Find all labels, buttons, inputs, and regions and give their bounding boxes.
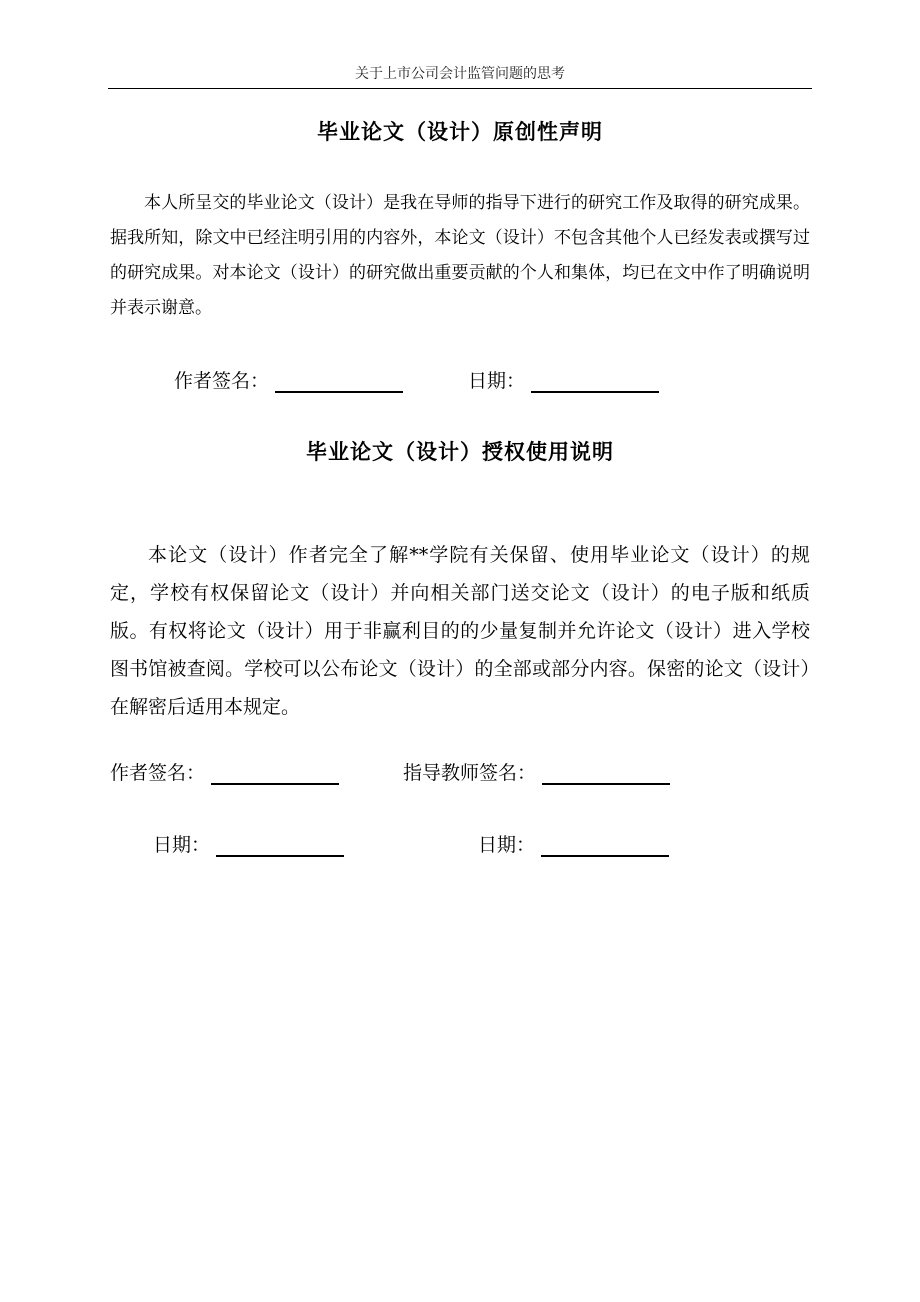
author-signature-line xyxy=(275,369,403,393)
author-date-label: 日期： xyxy=(153,834,211,856)
author-signature-label: 作者签名： xyxy=(174,370,270,392)
date-label: 日期： xyxy=(468,370,526,392)
date-line xyxy=(531,369,659,393)
author-date-line xyxy=(216,833,344,857)
author-signature-label: 作者签名： xyxy=(110,762,206,784)
author-signature-line xyxy=(211,761,339,785)
originality-heading: 毕业论文（设计）原创性声明 xyxy=(317,120,603,144)
originality-date xyxy=(468,366,659,393)
advisor-date xyxy=(478,830,669,857)
advisor-date-label: 日期： xyxy=(478,834,536,856)
originality-author-signature xyxy=(174,366,403,393)
author-date xyxy=(153,830,344,857)
advisor-signature-line xyxy=(542,761,670,785)
advisor-signature xyxy=(403,758,670,785)
originality-statement: 本人所呈交的毕业论文（设计）是我在导师的指导下进行的研究工作及取得的研究成果。据我所知，除文中已经注明引用的内容外，本论文（设计）不包含其他个人已经发表或撰写过的研究成果。对本论文（设计）的研究做出重要贡献的个人和集体，均已在文中作了明确说明并表示谢意。 xyxy=(110,193,810,318)
running-header: 关于上市公司会计监管问题的思考 xyxy=(108,62,812,89)
authorization-statement: 本论文（设计）作者完全了解**学院有关保留、使用毕业论文（设计）的规定，学校有权保留论文（设计）并向相关部门送交论文（设计）的电子版和纸质版。有权将论文（设计）用于非赢利目的的少量复制并允许论文（设计）进入学校图书馆被查阅。学校可以公布论文（设计）的全部或部分内容。保密的论文（设计）在解密后适用本规定。 xyxy=(110,544,810,718)
advisor-signature-label: 指导教师签名： xyxy=(403,762,537,784)
authorization-heading: 毕业论文（设计）授权使用说明 xyxy=(306,440,614,464)
authorization-author-signature xyxy=(110,758,339,785)
advisor-date-line xyxy=(541,833,669,857)
